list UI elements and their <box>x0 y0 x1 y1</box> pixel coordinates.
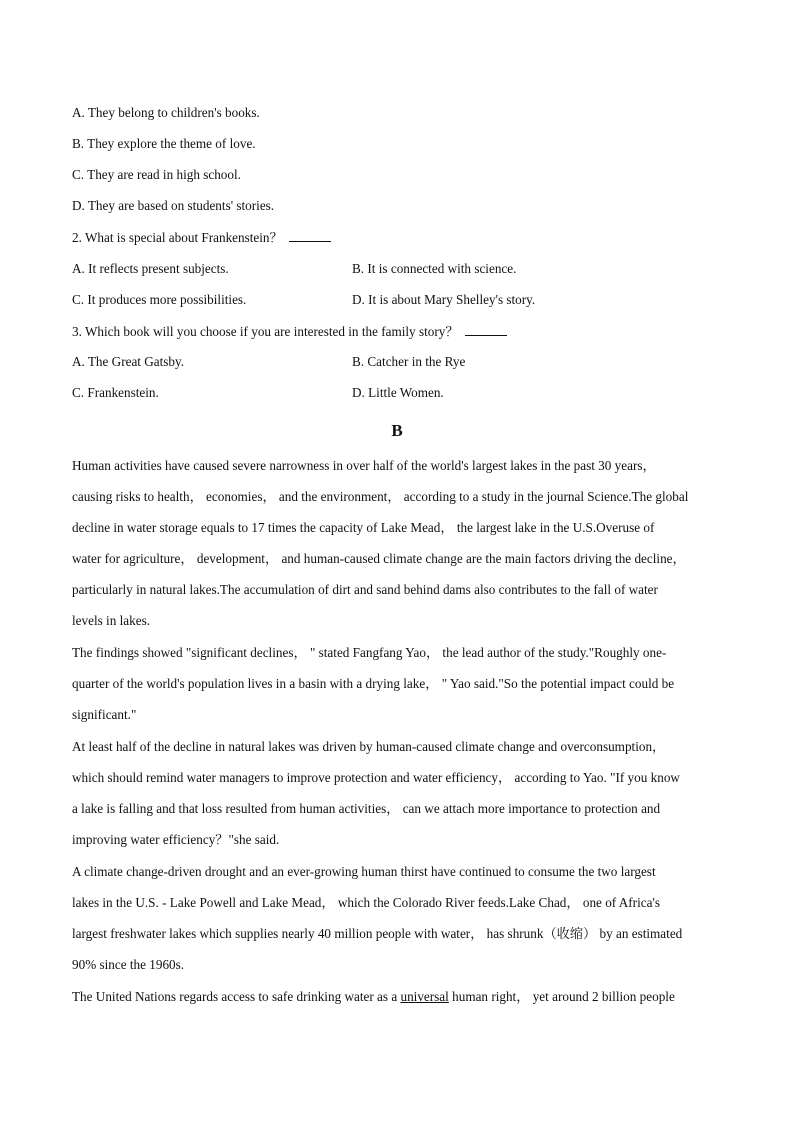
paragraph-line: causing risks to health， economies， and the environment， according to a study in the journal Science.The global <box>72 489 689 505</box>
q2-option-a: A. It reflects present subjects. <box>72 261 229 276</box>
passage-paragraph-2 <box>72 645 722 738</box>
paragraph-line: which should remind water managers to improve protection and water efficiency， according to Yao. "If you know <box>72 770 680 786</box>
q3-question: 3. Which book will you choose if you are interested in the family story？ <box>72 324 459 339</box>
paragraph-line: levels in lakes. <box>72 613 151 629</box>
q1-option-d: D. They are based on students' stories. <box>72 198 275 213</box>
paragraph-line: improving water efficiency？"she said. <box>72 832 280 848</box>
q3-option-d: D. Little Women. <box>352 385 444 400</box>
answer-blank <box>289 229 331 242</box>
q2-option-c: C. It produces more possibilities. <box>72 292 247 307</box>
q3-option-b: B. Catcher in the Rye <box>352 354 466 369</box>
paragraph-line <box>72 989 722 1020</box>
passage-paragraph-3 <box>72 739 722 863</box>
q3-option-a: A. The Great Gatsby. <box>72 354 185 369</box>
q1-option-b: B. They explore the theme of love. <box>72 136 256 151</box>
paragraph-line: water for agriculture， development， and human-caused climate change are the main factors driving the decline， <box>72 551 686 567</box>
paragraph-line: decline in water storage equals to 17 times the capacity of Lake Mead， the largest lake in the U.S.Overuse of <box>72 520 655 536</box>
paragraph-line: At least half of the decline in natural lakes was driven by human-caused climate change and overconsumption， <box>72 739 666 754</box>
q3-question-line <box>72 323 507 340</box>
passage-paragraph-1 <box>72 458 722 645</box>
paragraph-line: particularly in natural lakes.The accumulation of dirt and sand behind dams also contributes to the fall of water <box>72 582 658 598</box>
section-heading: B <box>391 421 403 440</box>
paragraph-line: quarter of the world's population lives in a basin with a drying lake， " Yao said."So the potential impact could be <box>72 676 675 692</box>
paragraph-line: a lake is falling and that loss resulted from human activities， can we attach more importance to protection and <box>72 801 661 817</box>
underlined-word: universal <box>400 989 449 1004</box>
paragraph-line: significant." <box>72 707 137 723</box>
paragraph-line: The findings showed "significant declines， " stated Fangfang Yao， the lead author of the study."Roughly one- <box>72 645 667 660</box>
paragraph-line: A climate change-driven drought and an ever-growing human thirst have continued to consume the two largest <box>72 864 656 879</box>
passage-paragraph-5 <box>72 989 722 1020</box>
text-after: human right， yet around 2 billion people <box>448 989 675 1004</box>
passage-paragraph-4 <box>72 864 722 988</box>
q1-option-a: A. They belong to children's books. <box>72 105 260 120</box>
answer-blank <box>465 323 507 336</box>
q2-question: 2. What is special about Frankenstein？ <box>72 230 283 245</box>
q3-option-c: C. Frankenstein. <box>72 385 159 400</box>
q2-question-line <box>72 229 331 246</box>
q1-option-c: C. They are read in high school. <box>72 167 241 182</box>
q2-option-b: B. It is connected with science. <box>352 261 517 276</box>
paragraph-line: largest freshwater lakes which supplies nearly 40 million people with water， has shrunk（收缩） by an estimated <box>72 926 683 942</box>
q2-option-d: D. It is about Mary Shelley's story. <box>352 292 536 307</box>
paragraph-line: 90% since the 1960s. <box>72 957 185 973</box>
text-before: The United Nations regards access to safe drinking water as a <box>72 989 401 1004</box>
paragraph-line: Human activities have caused severe narrowness in over half of the world's largest lakes in the past 30 years， <box>72 458 656 473</box>
paragraph-line: lakes in the U.S. - Lake Powell and Lake Mead， which the Colorado River feeds.Lake Chad， one of Africa's <box>72 895 660 911</box>
